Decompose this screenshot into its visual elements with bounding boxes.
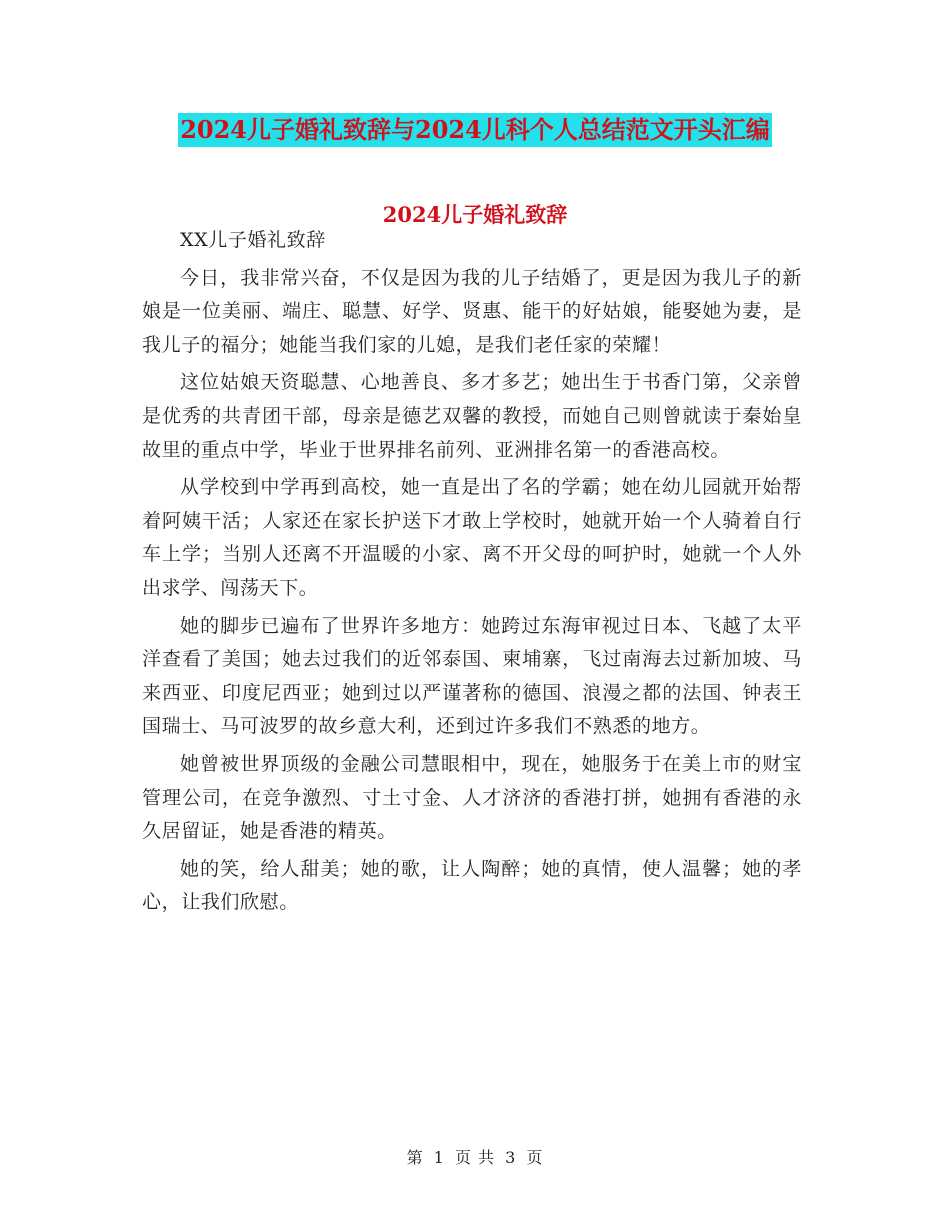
paragraph: 这位姑娘天资聪慧、心地善良、多才多艺；她出生于书香门第，父亲曾是优秀的共青团干部，母亲是德艺双馨的教授，而她自己则曾就读于秦始皇故里的重点中学，毕业于世界排名前列、亚洲排名第一的香港高校。: [142, 371, 802, 461]
document-body: [142, 224, 802, 924]
paragraph: 她曾被世界顶级的金融公司慧眼相中，现在，她服务于在美上市的财宝管理公司，在竞争激烈、寸土寸金、人才济济的香港打拼，她拥有香港的永久居留证，她是香港的精英。: [142, 752, 802, 843]
page-footer: [0, 1146, 950, 1170]
footer-total-pages: 3: [505, 1148, 517, 1167]
paragraph: 今日，我非常兴奋，不仅是因为我的儿子结婚了，更是因为我儿子的新娘是一位美丽、端庄、聪慧、好学、贤惠、能干的好姑娘，能娶她为妻，是我儿子的福分；她能当我们家的儿媳，是我们老任家的荣耀！: [142, 266, 802, 356]
paragraph-subheading: XX儿子婚礼致辞: [180, 229, 326, 251]
footer-middle: 页 共: [454, 1148, 496, 1167]
document-title: 2024儿子婚礼致辞与2024儿科个人总结范文开头汇编: [178, 113, 772, 147]
document-title-container: [0, 113, 950, 147]
footer-suffix: 页: [526, 1148, 544, 1167]
paragraph: 她的脚步已遍布了世界许多地方：她跨过东海审视过日本、飞越了太平洋查看了美国；她去过我们的近邻泰国、柬埔寨，飞过南海去过新加坡、马来西亚、印度尼西亚；她到过以严谨著称的德国、浪漫之都的法国、钟表王国瑞士、马可波罗的故乡意大利，还到过许多我们不熟悉的地方。: [142, 614, 802, 738]
footer-prefix: 第: [406, 1148, 424, 1167]
paragraph: 她的笑，给人甜美；她的歌，让人陶醉；她的真情，使人温馨；她的孝心，让我们欣慰。: [142, 857, 802, 914]
paragraph: 从学校到中学再到高校，她一直是出了名的学霸；她在幼儿园就开始帮着阿姨干活；人家还在家长护送下才敢上学校时，她就开始一个人骑着自行车上学；当别人还离不开温暖的小家、离不开父母的呵护时，她就一个人外出求学、闯荡天下。: [142, 476, 802, 599]
footer-page-number: 1: [433, 1148, 445, 1167]
section-title: 2024儿子婚礼致辞: [382, 202, 568, 227]
